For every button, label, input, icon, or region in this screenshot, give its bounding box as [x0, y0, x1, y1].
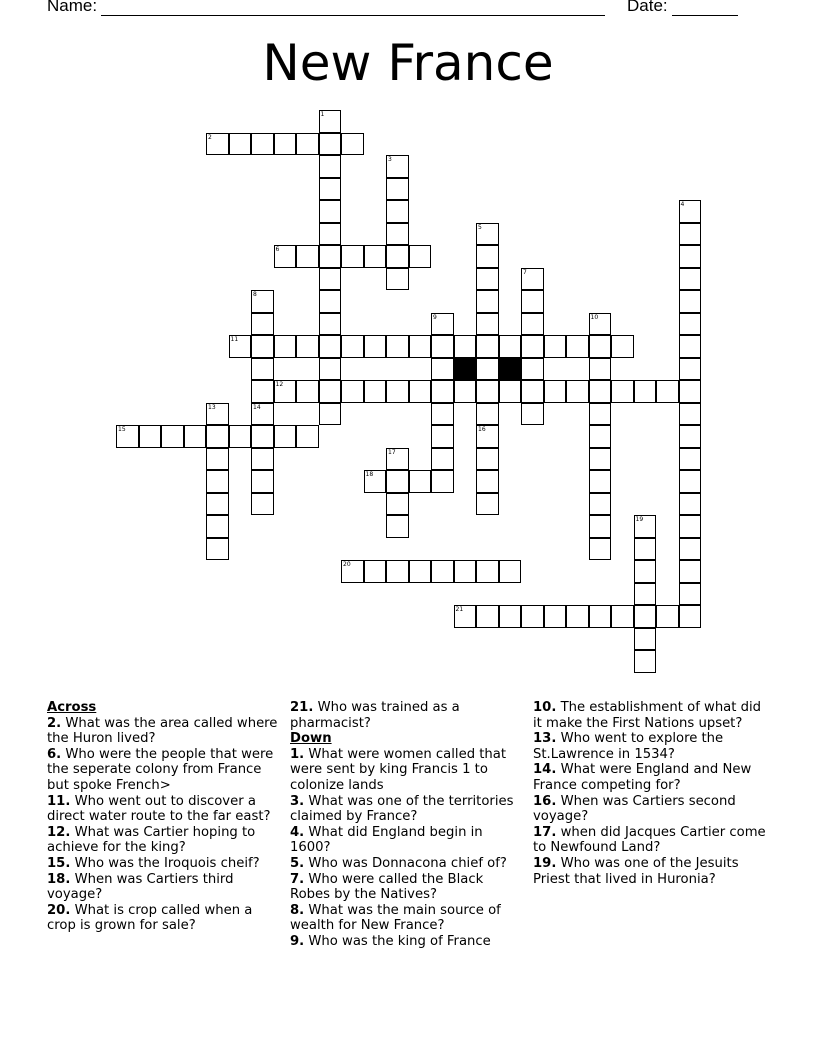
black-square: [454, 358, 477, 381]
clue-text: What did England begin in 1600?: [290, 824, 483, 856]
grid-cell[interactable]: [656, 605, 679, 628]
grid-cell[interactable]: [319, 110, 342, 133]
clue-text: What is crop called when a crop is grown for sale?: [47, 902, 253, 934]
grid-cell[interactable]: [454, 335, 477, 358]
grid-cell[interactable]: [589, 425, 612, 448]
grid-cell[interactable]: [589, 515, 612, 538]
grid-cell[interactable]: [679, 493, 702, 516]
grid-cell[interactable]: [319, 380, 342, 403]
grid-cell[interactable]: [139, 425, 162, 448]
grid-cell[interactable]: [589, 605, 612, 628]
grid-cell[interactable]: [409, 380, 432, 403]
clue-number: 19: [635, 516, 644, 523]
grid-cell[interactable]: [184, 425, 207, 448]
clue-item: [290, 872, 526, 903]
clue-item: [533, 762, 769, 793]
grid-cell[interactable]: [409, 335, 432, 358]
grid-cell[interactable]: [319, 155, 342, 178]
grid-cell[interactable]: [589, 335, 612, 358]
grid-cell[interactable]: [386, 493, 409, 516]
grid-cell[interactable]: [431, 403, 454, 426]
grid-cell[interactable]: [296, 133, 319, 156]
clue-number: 4: [680, 201, 685, 208]
grid-cell[interactable]: [476, 380, 499, 403]
clue-number: 19.: [533, 855, 557, 871]
grid-cell[interactable]: [679, 245, 702, 268]
grid-cell[interactable]: [589, 470, 612, 493]
clue-text: What were women called that were sent by king Francis 1 to colonize lands: [290, 746, 507, 793]
grid-cell[interactable]: [364, 380, 387, 403]
grid-cell[interactable]: [319, 200, 342, 223]
grid-cell[interactable]: [386, 448, 409, 471]
grid-cell[interactable]: [679, 560, 702, 583]
grid-cell[interactable]: [634, 515, 657, 538]
grid-cell[interactable]: [274, 380, 297, 403]
grid-cell[interactable]: [206, 133, 229, 156]
page-title: New France: [262, 34, 554, 92]
grid-cell[interactable]: [679, 538, 702, 561]
grid-cell[interactable]: [679, 583, 702, 606]
grid-cell[interactable]: [679, 200, 702, 223]
grid-cell[interactable]: [589, 493, 612, 516]
clue-number: 1.: [290, 746, 305, 762]
clue-column-3: [533, 700, 769, 887]
grid-cell[interactable]: [634, 583, 657, 606]
clue-number: 3: [388, 156, 392, 163]
grid-cell[interactable]: [319, 290, 342, 313]
grid-cell[interactable]: [589, 380, 612, 403]
grid-cell[interactable]: [521, 380, 544, 403]
clue-number: 13.: [533, 731, 557, 747]
grid-cell[interactable]: [521, 290, 544, 313]
clue-item: [47, 716, 283, 747]
clue-item: [47, 747, 283, 794]
clue-number: 4.: [290, 824, 305, 840]
grid-cell[interactable]: [386, 335, 409, 358]
clue-text: What was one of the territories claimed by France?: [290, 793, 514, 825]
grid-cell[interactable]: [499, 560, 522, 583]
grid-cell[interactable]: [454, 560, 477, 583]
grid-cell[interactable]: [476, 268, 499, 291]
grid-cell[interactable]: [589, 448, 612, 471]
clue-number: 7: [523, 268, 527, 276]
grid-cell[interactable]: [251, 470, 274, 493]
clue-item: [533, 731, 769, 762]
clue-number: 13: [208, 403, 216, 411]
grid-cell[interactable]: [431, 448, 454, 471]
grid-cell[interactable]: [476, 335, 499, 358]
clue-number: 5.: [290, 855, 305, 871]
grid-cell[interactable]: [431, 560, 454, 583]
grid-cell[interactable]: [679, 223, 702, 246]
grid-cell[interactable]: [476, 448, 499, 471]
grid-cell[interactable]: [341, 560, 364, 583]
grid-cell[interactable]: [679, 290, 702, 313]
clue-number: 17: [388, 448, 396, 456]
grid-cell[interactable]: [634, 605, 657, 628]
grid-cell[interactable]: [251, 358, 274, 381]
clue-item: [533, 794, 769, 825]
clue-item: [47, 903, 283, 934]
grid-cell[interactable]: [341, 380, 364, 403]
grid-cell[interactable]: [476, 493, 499, 516]
grid-cell[interactable]: [229, 335, 252, 358]
grid-cell[interactable]: [251, 493, 274, 516]
clue-number: 12.: [47, 824, 71, 840]
clue-text: Who went to explore the St.Lawrence in 1534?: [533, 731, 724, 762]
clue-number: 9: [433, 313, 437, 321]
grid-cell[interactable]: [679, 358, 702, 381]
grid-cell[interactable]: [251, 380, 274, 403]
clue-text: Who was the Iroquois cheif?: [70, 855, 260, 871]
grid-cell[interactable]: [544, 605, 567, 628]
grid-cell[interactable]: [476, 560, 499, 583]
grid-cell[interactable]: [679, 448, 702, 471]
grid-cell[interactable]: [319, 335, 342, 358]
grid-cell[interactable]: [341, 245, 364, 268]
grid-cell[interactable]: [476, 223, 499, 246]
grid-cell[interactable]: [521, 403, 544, 426]
grid-cell[interactable]: [161, 425, 184, 448]
clue-item: [290, 794, 526, 825]
grid-cell[interactable]: [611, 605, 634, 628]
name-label: Name:: [47, 0, 98, 15]
clue-text: when did Jacques Cartier come to Newfound Land?: [533, 824, 766, 856]
clue-item: [47, 856, 283, 872]
clue-number: 10.: [533, 700, 557, 715]
grid-cell[interactable]: [319, 223, 342, 246]
clue-text: The establishment of what did it make the First Nations upset?: [533, 700, 762, 731]
clue-number: 2: [208, 133, 212, 141]
clue-number: 5: [478, 223, 482, 231]
grid-cell[interactable]: [521, 358, 544, 381]
grid-cell[interactable]: [206, 448, 229, 471]
clue-column-2: [290, 700, 526, 950]
clue-item: [290, 825, 526, 856]
grid-cell[interactable]: [589, 313, 612, 336]
grid-cell[interactable]: [206, 425, 229, 448]
grid-cell[interactable]: [476, 470, 499, 493]
grid-cell[interactable]: [611, 335, 634, 358]
grid-cell[interactable]: [521, 268, 544, 291]
clue-number: 21: [455, 606, 464, 613]
grid-cell[interactable]: [679, 335, 702, 358]
clue-text: What was the main source of wealth for New France?: [290, 902, 501, 934]
grid-cell[interactable]: [319, 313, 342, 336]
clue-text: Who was one of the Jesuits Priest that lived in Huronia?: [533, 855, 739, 887]
clue-text: Who went out to discover a direct water route to the far east?: [47, 793, 271, 825]
clue-item: [290, 934, 526, 950]
grid-cell[interactable]: [431, 425, 454, 448]
grid-cell[interactable]: [206, 515, 229, 538]
clue-item: [290, 903, 526, 934]
clue-number: 9.: [290, 933, 305, 949]
grid-cell[interactable]: [386, 380, 409, 403]
grid-cell[interactable]: [656, 380, 679, 403]
grid-cell[interactable]: [544, 335, 567, 358]
clue-number: 20: [343, 561, 351, 568]
grid-cell[interactable]: [499, 335, 522, 358]
across-heading: Across: [47, 700, 97, 715]
clue-text: What was the area called where the Huron lived?: [47, 715, 278, 747]
grid-cell[interactable]: [364, 560, 387, 583]
clue-item: [533, 825, 769, 856]
grid-cell[interactable]: [364, 245, 387, 268]
grid-cell[interactable]: [589, 403, 612, 426]
clue-item: [47, 794, 283, 825]
clue-number: 16.: [533, 793, 557, 809]
grid-cell[interactable]: [521, 605, 544, 628]
grid-cell[interactable]: [566, 605, 589, 628]
clue-number: 15: [118, 426, 126, 433]
grid-cell[interactable]: [274, 425, 297, 448]
grid-cell[interactable]: [634, 650, 657, 673]
clue-number: 7.: [290, 871, 305, 887]
grid-cell[interactable]: [386, 560, 409, 583]
clue-number: 20.: [47, 902, 71, 918]
grid-cell[interactable]: [341, 133, 364, 156]
grid-cell[interactable]: [296, 425, 319, 448]
grid-cell[interactable]: [229, 133, 252, 156]
grid-cell[interactable]: [476, 313, 499, 336]
grid-cell[interactable]: [679, 605, 702, 628]
clue-item: [290, 700, 526, 731]
clue-number: 2.: [47, 715, 62, 731]
grid-cell[interactable]: [521, 335, 544, 358]
grid-cell[interactable]: [274, 335, 297, 358]
grid-cell[interactable]: [409, 245, 432, 268]
grid-cell[interactable]: [206, 493, 229, 516]
grid-cell[interactable]: [251, 313, 274, 336]
grid-cell[interactable]: [431, 380, 454, 403]
date-label: Date:: [627, 0, 668, 15]
grid-cell[interactable]: [319, 268, 342, 291]
clue-item: [290, 747, 526, 794]
grid-cell[interactable]: [454, 380, 477, 403]
grid-cell[interactable]: [251, 403, 274, 426]
clue-number: 11.: [47, 793, 71, 809]
grid-cell[interactable]: [251, 448, 274, 471]
grid-cell[interactable]: [386, 515, 409, 538]
clue-text: Who were the people that were the seperate colony from France but spoke French>: [47, 746, 274, 793]
grid-cell[interactable]: [341, 335, 364, 358]
grid-cell[interactable]: [589, 358, 612, 381]
grid-cell[interactable]: [634, 538, 657, 561]
grid-cell[interactable]: [431, 358, 454, 381]
grid-cell[interactable]: [206, 403, 229, 426]
grid-cell[interactable]: [476, 425, 499, 448]
grid-cell[interactable]: [611, 380, 634, 403]
grid-cell[interactable]: [634, 628, 657, 651]
clue-text: Who were called the Black Robes by the Natives?: [290, 871, 484, 903]
grid-cell[interactable]: [409, 560, 432, 583]
grid-cell[interactable]: [386, 245, 409, 268]
clue-number: 12: [275, 381, 284, 388]
grid-cell[interactable]: [589, 538, 612, 561]
clue-number: 15.: [47, 855, 71, 871]
grid-cell[interactable]: [454, 605, 477, 628]
grid-cell[interactable]: [319, 133, 342, 156]
grid-cell[interactable]: [386, 200, 409, 223]
clue-text: When was Cartiers second voyage?: [533, 793, 736, 825]
grid-cell[interactable]: [499, 605, 522, 628]
clue-number: 18: [365, 471, 374, 478]
clue-number: 6: [275, 246, 280, 253]
grid-cell[interactable]: [296, 335, 319, 358]
grid-cell[interactable]: [499, 380, 522, 403]
grid-cell[interactable]: [364, 470, 387, 493]
grid-cell[interactable]: [251, 425, 274, 448]
clue-column-1: [47, 700, 283, 934]
grid-cell[interactable]: [386, 155, 409, 178]
clue-number: 14: [253, 403, 261, 411]
grid-cell[interactable]: [386, 470, 409, 493]
clue-item: [47, 825, 283, 856]
black-square: [499, 358, 522, 381]
grid-cell[interactable]: [679, 470, 702, 493]
clue-item: [290, 856, 526, 872]
grid-cell[interactable]: [206, 470, 229, 493]
grid-cell[interactable]: [274, 133, 297, 156]
clue-number: 11: [230, 336, 239, 343]
grid-cell[interactable]: [476, 358, 499, 381]
clue-item: [47, 872, 283, 903]
clue-text: When was Cartiers third voyage?: [47, 871, 234, 903]
grid-cell[interactable]: [476, 290, 499, 313]
grid-cell[interactable]: [634, 560, 657, 583]
clue-text: What was Cartier hoping to achieve for the king?: [47, 824, 256, 856]
clue-number: 10: [590, 313, 599, 321]
grid-cell[interactable]: [251, 335, 274, 358]
grid-cell[interactable]: [544, 380, 567, 403]
grid-cell[interactable]: [251, 290, 274, 313]
grid-cell[interactable]: [521, 313, 544, 336]
grid-cell[interactable]: [296, 380, 319, 403]
grid-cell[interactable]: [364, 335, 387, 358]
grid-cell[interactable]: [476, 403, 499, 426]
grid-cell[interactable]: [679, 403, 702, 426]
grid-cell[interactable]: [319, 358, 342, 381]
grid-cell[interactable]: [634, 380, 657, 403]
clue-number: 3.: [290, 793, 305, 809]
grid-cell[interactable]: [386, 223, 409, 246]
grid-cell[interactable]: [679, 515, 702, 538]
grid-cell[interactable]: [431, 335, 454, 358]
grid-cell[interactable]: [431, 470, 454, 493]
clue-number: 6.: [47, 746, 62, 762]
grid-cell[interactable]: [251, 133, 274, 156]
clue-number: 14.: [533, 762, 557, 778]
grid-cell[interactable]: [206, 538, 229, 561]
grid-cell[interactable]: [319, 245, 342, 268]
grid-cell[interactable]: [274, 245, 297, 268]
clue-text: What were England and New France competing for?: [533, 762, 752, 793]
clue-text: Who was the king of France: [304, 933, 491, 949]
clue-number: 16: [478, 426, 486, 433]
grid-cell[interactable]: [296, 245, 319, 268]
grid-cell[interactable]: [116, 425, 139, 448]
grid-cell[interactable]: [679, 268, 702, 291]
grid-cell[interactable]: [386, 268, 409, 291]
grid-cell[interactable]: [679, 313, 702, 336]
clue-number: 18.: [47, 871, 71, 887]
grid-cell[interactable]: [319, 403, 342, 426]
clue-number: 8: [253, 291, 257, 298]
grid-cell[interactable]: [679, 425, 702, 448]
grid-cell[interactable]: [431, 313, 454, 336]
grid-cell[interactable]: [566, 380, 589, 403]
clue-number: 1: [320, 111, 325, 118]
grid-cell[interactable]: [476, 245, 499, 268]
clue-text: Who was Donnacona chief of?: [304, 855, 507, 871]
clue-number: 17.: [533, 824, 557, 840]
grid-cell[interactable]: [566, 335, 589, 358]
grid-cell[interactable]: [476, 605, 499, 628]
down-heading: Down: [290, 731, 332, 747]
grid-cell[interactable]: [409, 470, 432, 493]
grid-cell[interactable]: [679, 380, 702, 403]
grid-cell[interactable]: [229, 425, 252, 448]
grid-cell[interactable]: [319, 178, 342, 201]
clue-item: [533, 856, 769, 887]
clue-number: 8.: [290, 902, 305, 918]
grid-cell[interactable]: [386, 178, 409, 201]
clue-item: [533, 700, 769, 731]
clue-text: Who was trained as a pharmacist?: [290, 700, 460, 731]
clue-number: 21.: [290, 700, 314, 715]
